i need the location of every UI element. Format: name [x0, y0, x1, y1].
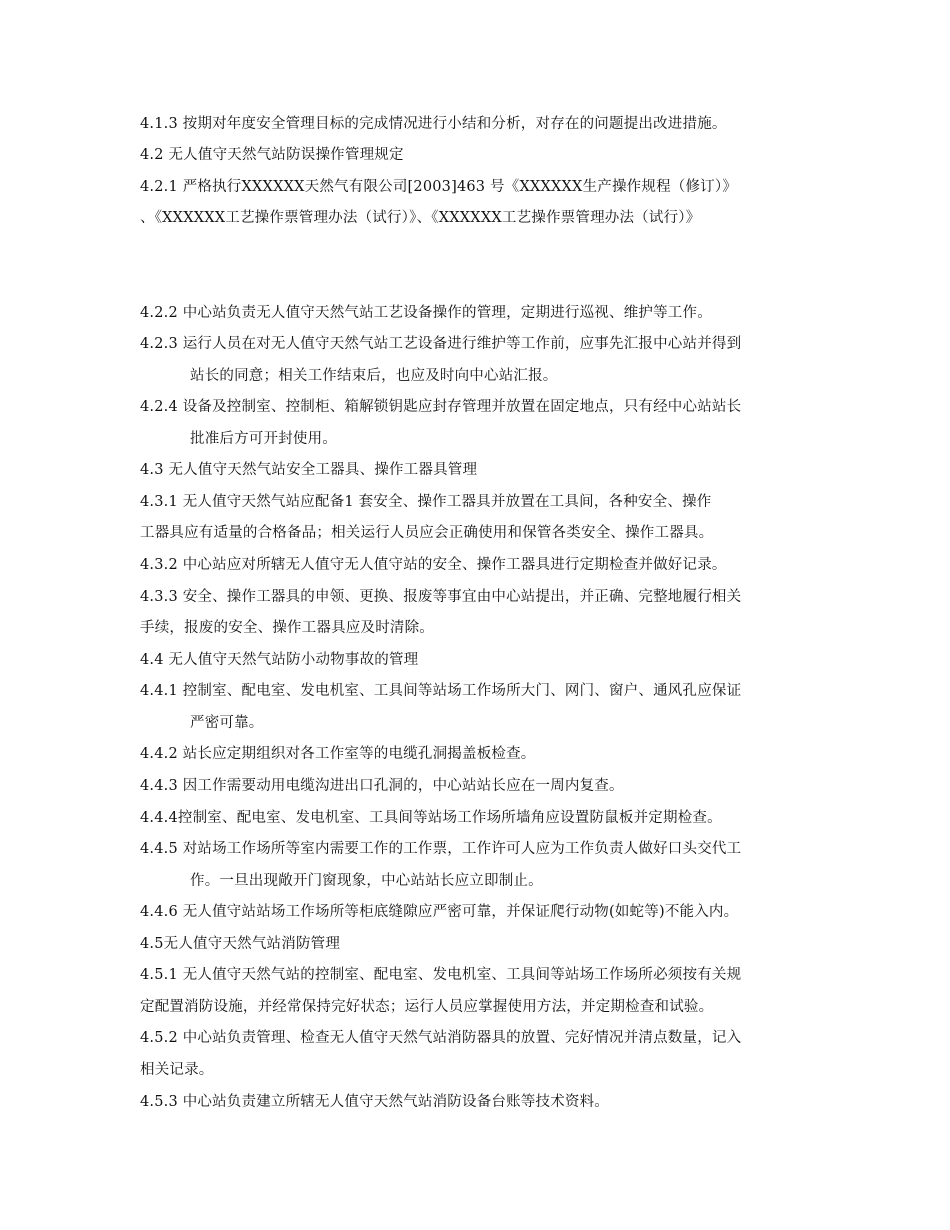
- section-heading: 4.4 无人值守天然气站防小动物事故的管理: [140, 652, 419, 668]
- text-line: 4.1.3 按期对年度安全管理目标的完成情况进行小结和分析，对存在的问题提出改进措施。: [140, 116, 727, 132]
- text-line: 工器具应有适量的合格备品；相关运行人员应会正确使用和保管各类安全、操作工器具。: [140, 525, 714, 541]
- section-heading: 4.3 无人值守天然气站安全工器具、操作工器具管理: [140, 462, 478, 478]
- text-line: 4.5.1 无人值守天然气站的控制室、配电室、发电机室、工具间等站场工作场所必须按有关规: [140, 967, 742, 983]
- text-line: 定配置消防设施，并经常保持完好状态；运行人员应掌握使用方法，并定期检查和试验。: [140, 999, 714, 1015]
- text-line: 站长的同意；相关工作结束后，也应及时向中心站汇报。: [190, 368, 558, 384]
- text-line: 4.2.1 严格执行XXXXXX天然气有限公司[2003]463 号《XXXXXX生产操作规程（修订）》: [140, 179, 738, 195]
- text-line: 、《XXXXXX工艺操作票管理办法（试行）》、《XXXXXX工艺操作票管理办法（试行）》: [140, 210, 701, 226]
- text-line: 4.3.1 无人值守天然气站应配备1 套安全、操作工器具并放置在工具间，各种安全、操作: [140, 494, 712, 510]
- text-line: 4.5.2 中心站负责管理、检查无人值守天然气站消防器具的放置、完好情况并清点数量，记入: [140, 1030, 742, 1046]
- text-line: 4.2.2 中心站负责无人值守天然气站工艺设备操作的管理，定期进行巡视、维护等工作。: [140, 305, 712, 321]
- text-line: 作。一旦出现敞开门窗现象，中心站站长应立即制止。: [190, 873, 543, 889]
- text-line: 4.3.3 安全、操作工器具的申领、更换、报废等事宜由中心站提出，并正确、完整地履行相关: [140, 589, 742, 605]
- section-heading: 4.5无人值守天然气站消防管理: [140, 936, 341, 952]
- text-line: 相关记录。: [140, 1062, 214, 1078]
- text-line: 4.2.4 设备及控制室、控制柜、箱解锁钥匙应封存管理并放置在固定地点，只有经中心站站长: [140, 399, 742, 415]
- text-line: 4.5.3 中心站负责建立所辖无人值守天然气站消防设备台账等技术资料。: [140, 1094, 610, 1110]
- text-line: 严密可靠。: [190, 715, 264, 731]
- text-line: 手续，报废的安全、操作工器具应及时清除。: [140, 620, 434, 636]
- text-line: 4.4.4控制室、配电室、发电机室、工具间等站场工作场所墙角应设置防鼠板并定期检查。: [140, 810, 722, 826]
- text-line: 4.4.5 对站场工作场所等室内需要工作的工作票，工作许可人应为工作负责人做好口头交代工: [140, 841, 742, 857]
- text-line: 批准后方可开封使用。: [190, 431, 337, 447]
- text-line: 4.4.6 无人值守站站场工作场所等柜底缝隙应严密可靠，并保证爬行动物(如蛇等)不能入内。: [140, 904, 739, 920]
- text-line: 4.4.2 站长应定期组织对各工作室等的电缆孔洞揭盖板检查。: [140, 746, 536, 762]
- text-line: 4.2.3 运行人员在对无人值守天然气站工艺设备进行维护等工作前，应事先汇报中心站并得到: [140, 336, 742, 352]
- text-line: 4.4.3 因工作需要动用电缆沟进出口孔洞的，中心站站长应在一周内复查。: [140, 778, 624, 794]
- text-line: 4.4.1 控制室、配电室、发电机室、工具间等站场工作场所大门、网门、窗户、通风孔应保证: [140, 683, 742, 699]
- text-line: 4.3.2 中心站应对所辖无人值守无人值守站的安全、操作工器具进行定期检查并做好记录。: [140, 557, 727, 573]
- section-heading: 4.2 无人值守天然气站防误操作管理规定: [140, 147, 404, 163]
